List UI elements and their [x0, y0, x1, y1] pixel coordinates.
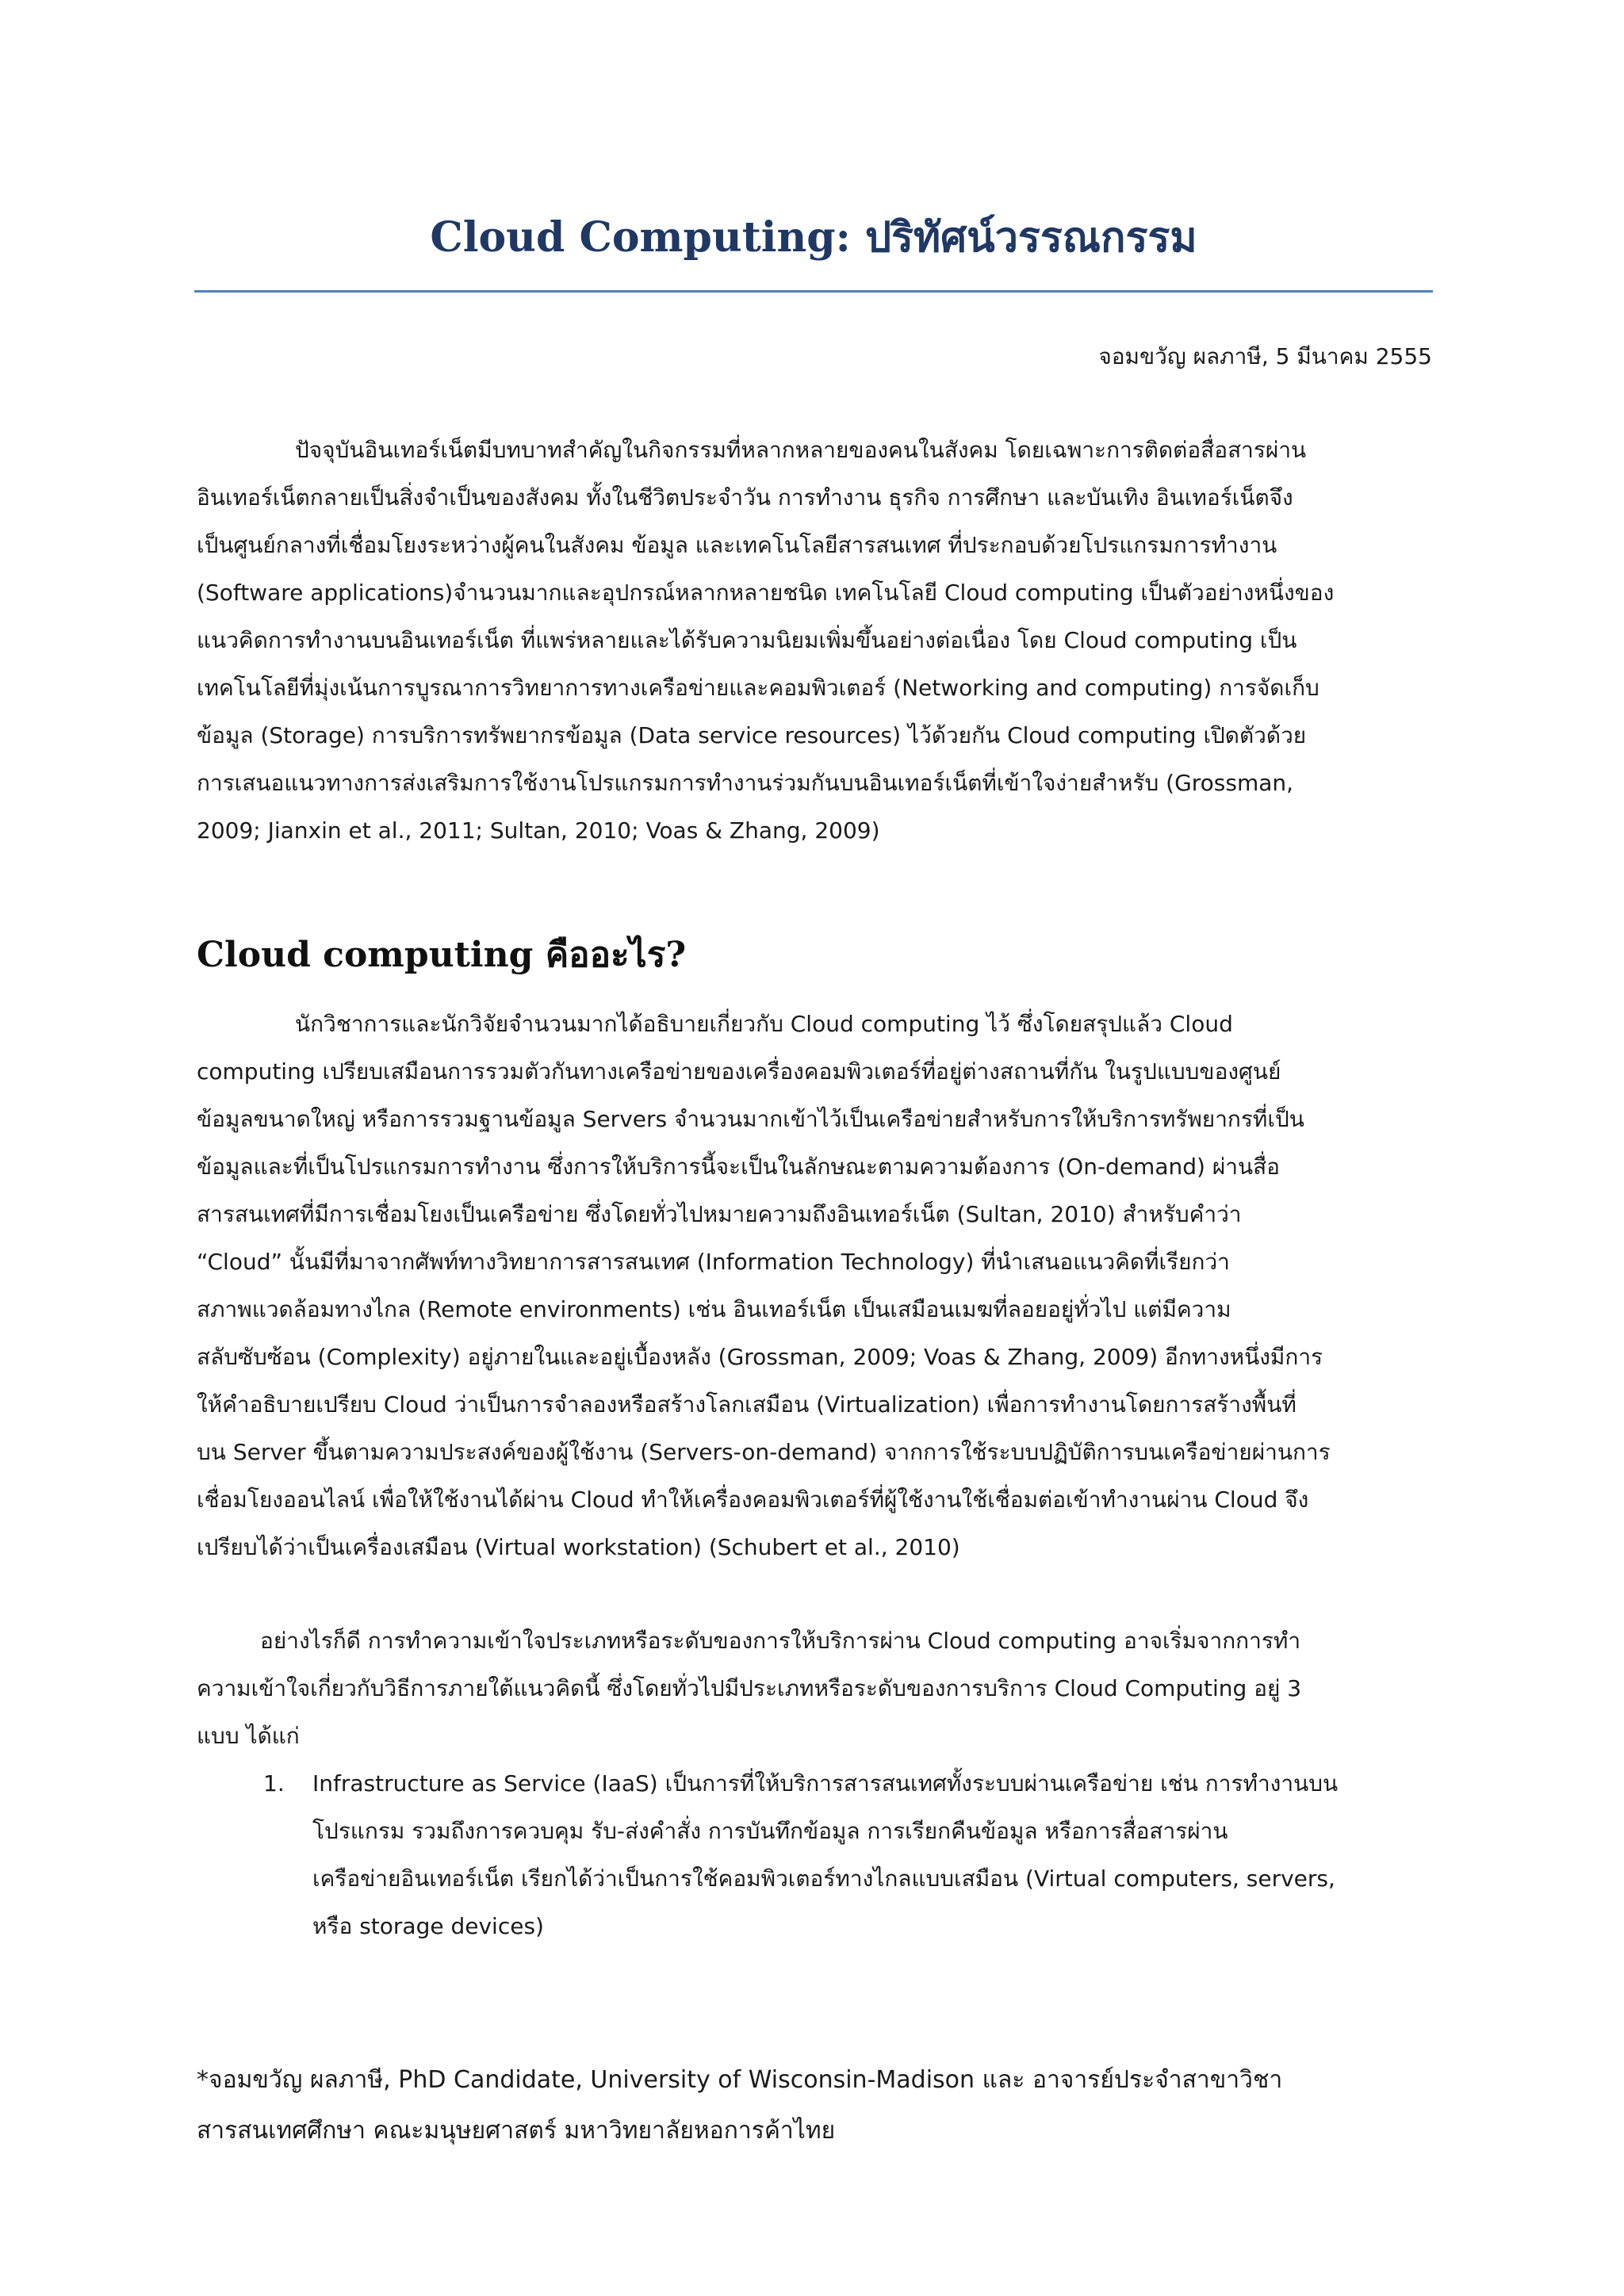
title-divider	[194, 290, 1433, 293]
paragraph-line: แนวคิดการทำงานบนอินเทอร์เน็ต ที่แพร่หลายและได้รับความนิยมเพิ่มขึ้นอย่างต่อเนื่อง โดย Cloud computing เป็น	[197, 627, 1297, 653]
definition-paragraph	[197, 1001, 1434, 1571]
author-date-line: จอมขวัญ ผลภาษี, 5 มีนาคม 2555	[1098, 343, 1432, 369]
author-footnote	[197, 2055, 1434, 2156]
paragraph-line: (Software applications)จำนวนมากและอุปกรณ์หลากหลายชนิด เทคโนโลยี Cloud computing เป็นตัวอย่างหนึ่งของ	[197, 580, 1335, 606]
paragraph-line: สารสนเทศที่มีการเชื่อมโยงเป็นเครือข่าย ซึ่งโดยทั่วไปหมายความถึงอินเทอร์เน็ต (Sultan, 2010) สำหรับคำว่า	[197, 1201, 1242, 1227]
footnote-line: สารสนเทศศึกษา คณะมนุษยศาสตร์ มหาวิทยาลัยหอการค้าไทย	[197, 2117, 836, 2145]
paragraph-line: อินเทอร์เน็ตกลายเป็นสิ่งจำเป็นของสังคม ทั้งในชีวิตประจำวัน การทำงาน ธุรกิจ การศึกษา และบันเทิง อินเทอร์เน็ตจึง	[197, 484, 1293, 511]
paragraph-line: ปัจจุบันอินเทอร์เน็ตมีบทบาทสำคัญในกิจกรรมที่หลากหลายของคนในสังคม โดยเฉพาะการติดต่อสื่อสารผ่าน	[295, 437, 1307, 463]
list-item-line: โปรแกรม รวมถึงการควบคุม รับ-ส่งคำสั่ง การบันทึกข้อมูล การเรียกคืนข้อมูล หรือการสื่อสารผ่าน	[312, 1818, 1228, 1844]
list-item-line: Infrastructure as Service (IaaS) เป็นการที่ให้บริการสารสนเทศทั้งระบบผ่านเครือข่าย เช่น การทำงานบน	[312, 1770, 1339, 1797]
paragraph-line: ข้อมูลและที่เป็นโปรแกรมการทำงาน ซึ่งการให้บริการนี้จะเป็นในลักษณะตามความต้องการ (On-demand) ผ่านสื่อ	[197, 1154, 1280, 1180]
list-item-number: 1.	[263, 1770, 285, 1797]
paragraph-line: เป็นศูนย์กลางที่เชื่อมโยงระหว่างผู้คนในสังคม ข้อมูล และเทคโนโลยีสารสนเทศ ที่ประกอบด้วยโปรแกรมการทำงาน	[197, 532, 1277, 558]
paragraph-line: บน Server ขึ้นตามความประสงค์ของผู้ใช้งาน (Servers-on-demand) จากการใช้ระบบปฏิบัติการบนเครือข่ายผ่านการ	[197, 1439, 1331, 1465]
paragraph-line: อย่างไรก็ดี การทำความเข้าใจประเภทหรือระดับของการให้บริการผ่าน Cloud computing อาจเริ่มจากการทำ	[260, 1628, 1301, 1654]
footnote-line: *จอมขวัญ ผลภาษี, PhD Candidate, University of Wisconsin-Madison และ อาจารย์ประจำสาขาวิชา	[197, 2066, 1283, 2094]
paragraph-line: แบบ ได้แก่	[197, 1723, 300, 1749]
paragraph-line: เปรียบได้ว่าเป็นเครื่องเสมือน (Virtual workstation) (Schubert et al., 2010)	[197, 1534, 960, 1560]
paragraph-line: ข้อมูลขนาดใหญ่ หรือการรวมฐานข้อมูล Servers จำนวนมากเข้าไว้เป็นเครือข่ายสำหรับการให้บริการทรัพยากรที่เป็น	[197, 1106, 1304, 1132]
paragraph-line: 2009; Jianxin et al., 2011; Sultan, 2010; Voas & Zhang, 2009)	[197, 817, 880, 844]
list-item-line: หรือ storage devices)	[312, 1913, 544, 1939]
paragraph-line: นักวิชาการและนักวิจัยจำนวนมากได้อธิบายเกี่ยวกับ Cloud computing ไว้ ซึ่งโดยสรุปแล้ว Cloud	[295, 1011, 1233, 1037]
paragraph-line: ข้อมูล (Storage) การบริการทรัพยากรข้อมูล (Data service resources) ไว้ด้วยกัน Cloud computing เปิดตัวด้วย	[197, 722, 1307, 748]
paragraph-line: การเสนอแนวทางการส่งเสริมการใช้งานโปรแกรมการทำงานร่วมกันบนอินเทอร์เน็ตที่เข้าใจง่ายสำหรับ (Grossman,	[197, 770, 1294, 796]
paragraph-line: เชื่อมโยงออนไลน์ เพื่อให้ใช้งานได้ผ่าน Cloud ทำให้เครื่องคอมพิวเตอร์ที่ผู้ใช้งานใช้เชื่อมต่อเข้าทำงานผ่าน Cloud จึง	[197, 1487, 1309, 1513]
paragraph-line: computing เปรียบเสมือนการรวมตัวกันทางเครือข่ายของเครื่องคอมพิวเตอร์ที่อยู่ต่างสถานที่กัน ในรูปแบบของศูนย์	[197, 1058, 1281, 1085]
paragraph-line: สลับซับซ้อน (Complexity) อยู่ภายในและอยู่เบื้องหลัง (Grossman, 2009; Voas & Zhang, 2009) อีกทางหนึ่งมีการ	[197, 1344, 1323, 1370]
paragraph-line: สภาพแวดล้อมทางไกล (Remote environments) เช่น อินเทอร์เน็ต เป็นเสมือนเมฆที่ลอยอยู่ทั่วไป แต่มีความ	[197, 1296, 1231, 1322]
paragraph-line: ความเข้าใจเกี่ยวกับวิธีการภายใต้แนวคิดนี้ ซึ่งโดยทั่วไปมีประเภทหรือระดับของการบริการ Cloud Computing อยู่ 3	[197, 1675, 1302, 1701]
list-item-line: เครือข่ายอินเทอร์เน็ต เรียกได้ว่าเป็นการใช้คอมพิวเตอร์ทางไกลแบบเสมือน (Virtual computers, servers,	[312, 1866, 1335, 1892]
service-types-paragraph	[197, 1617, 1434, 1760]
section-heading: Cloud computing คืออะไร?	[197, 935, 687, 975]
intro-paragraph	[197, 427, 1434, 855]
paragraph-line: ให้คำอธิบายเปรียบ Cloud ว่าเป็นการจำลองหรือสร้างโลกเสมือน (Virtualization) เพื่อการทำงานโดยการสร้างพื้นที่	[197, 1391, 1297, 1418]
paragraph-line: “Cloud” นั้นมีที่มาจากศัพท์ทางวิทยาการสารสนเทศ (Information Technology) ที่นำเสนอแนวคิดที่เรียกว่า	[197, 1249, 1230, 1275]
service-types-list	[197, 1760, 1434, 1950]
page-title: Cloud Computing: ปริทัศน์วรรณกรรม	[430, 213, 1197, 262]
paragraph-line: เทคโนโลยีที่มุ่งเน้นการบูรณาการวิทยาการทางเครือข่ายและคอมพิวเตอร์ (Networking and computing) การจัดเก็บ	[197, 675, 1320, 701]
list-item	[197, 1760, 1434, 1950]
